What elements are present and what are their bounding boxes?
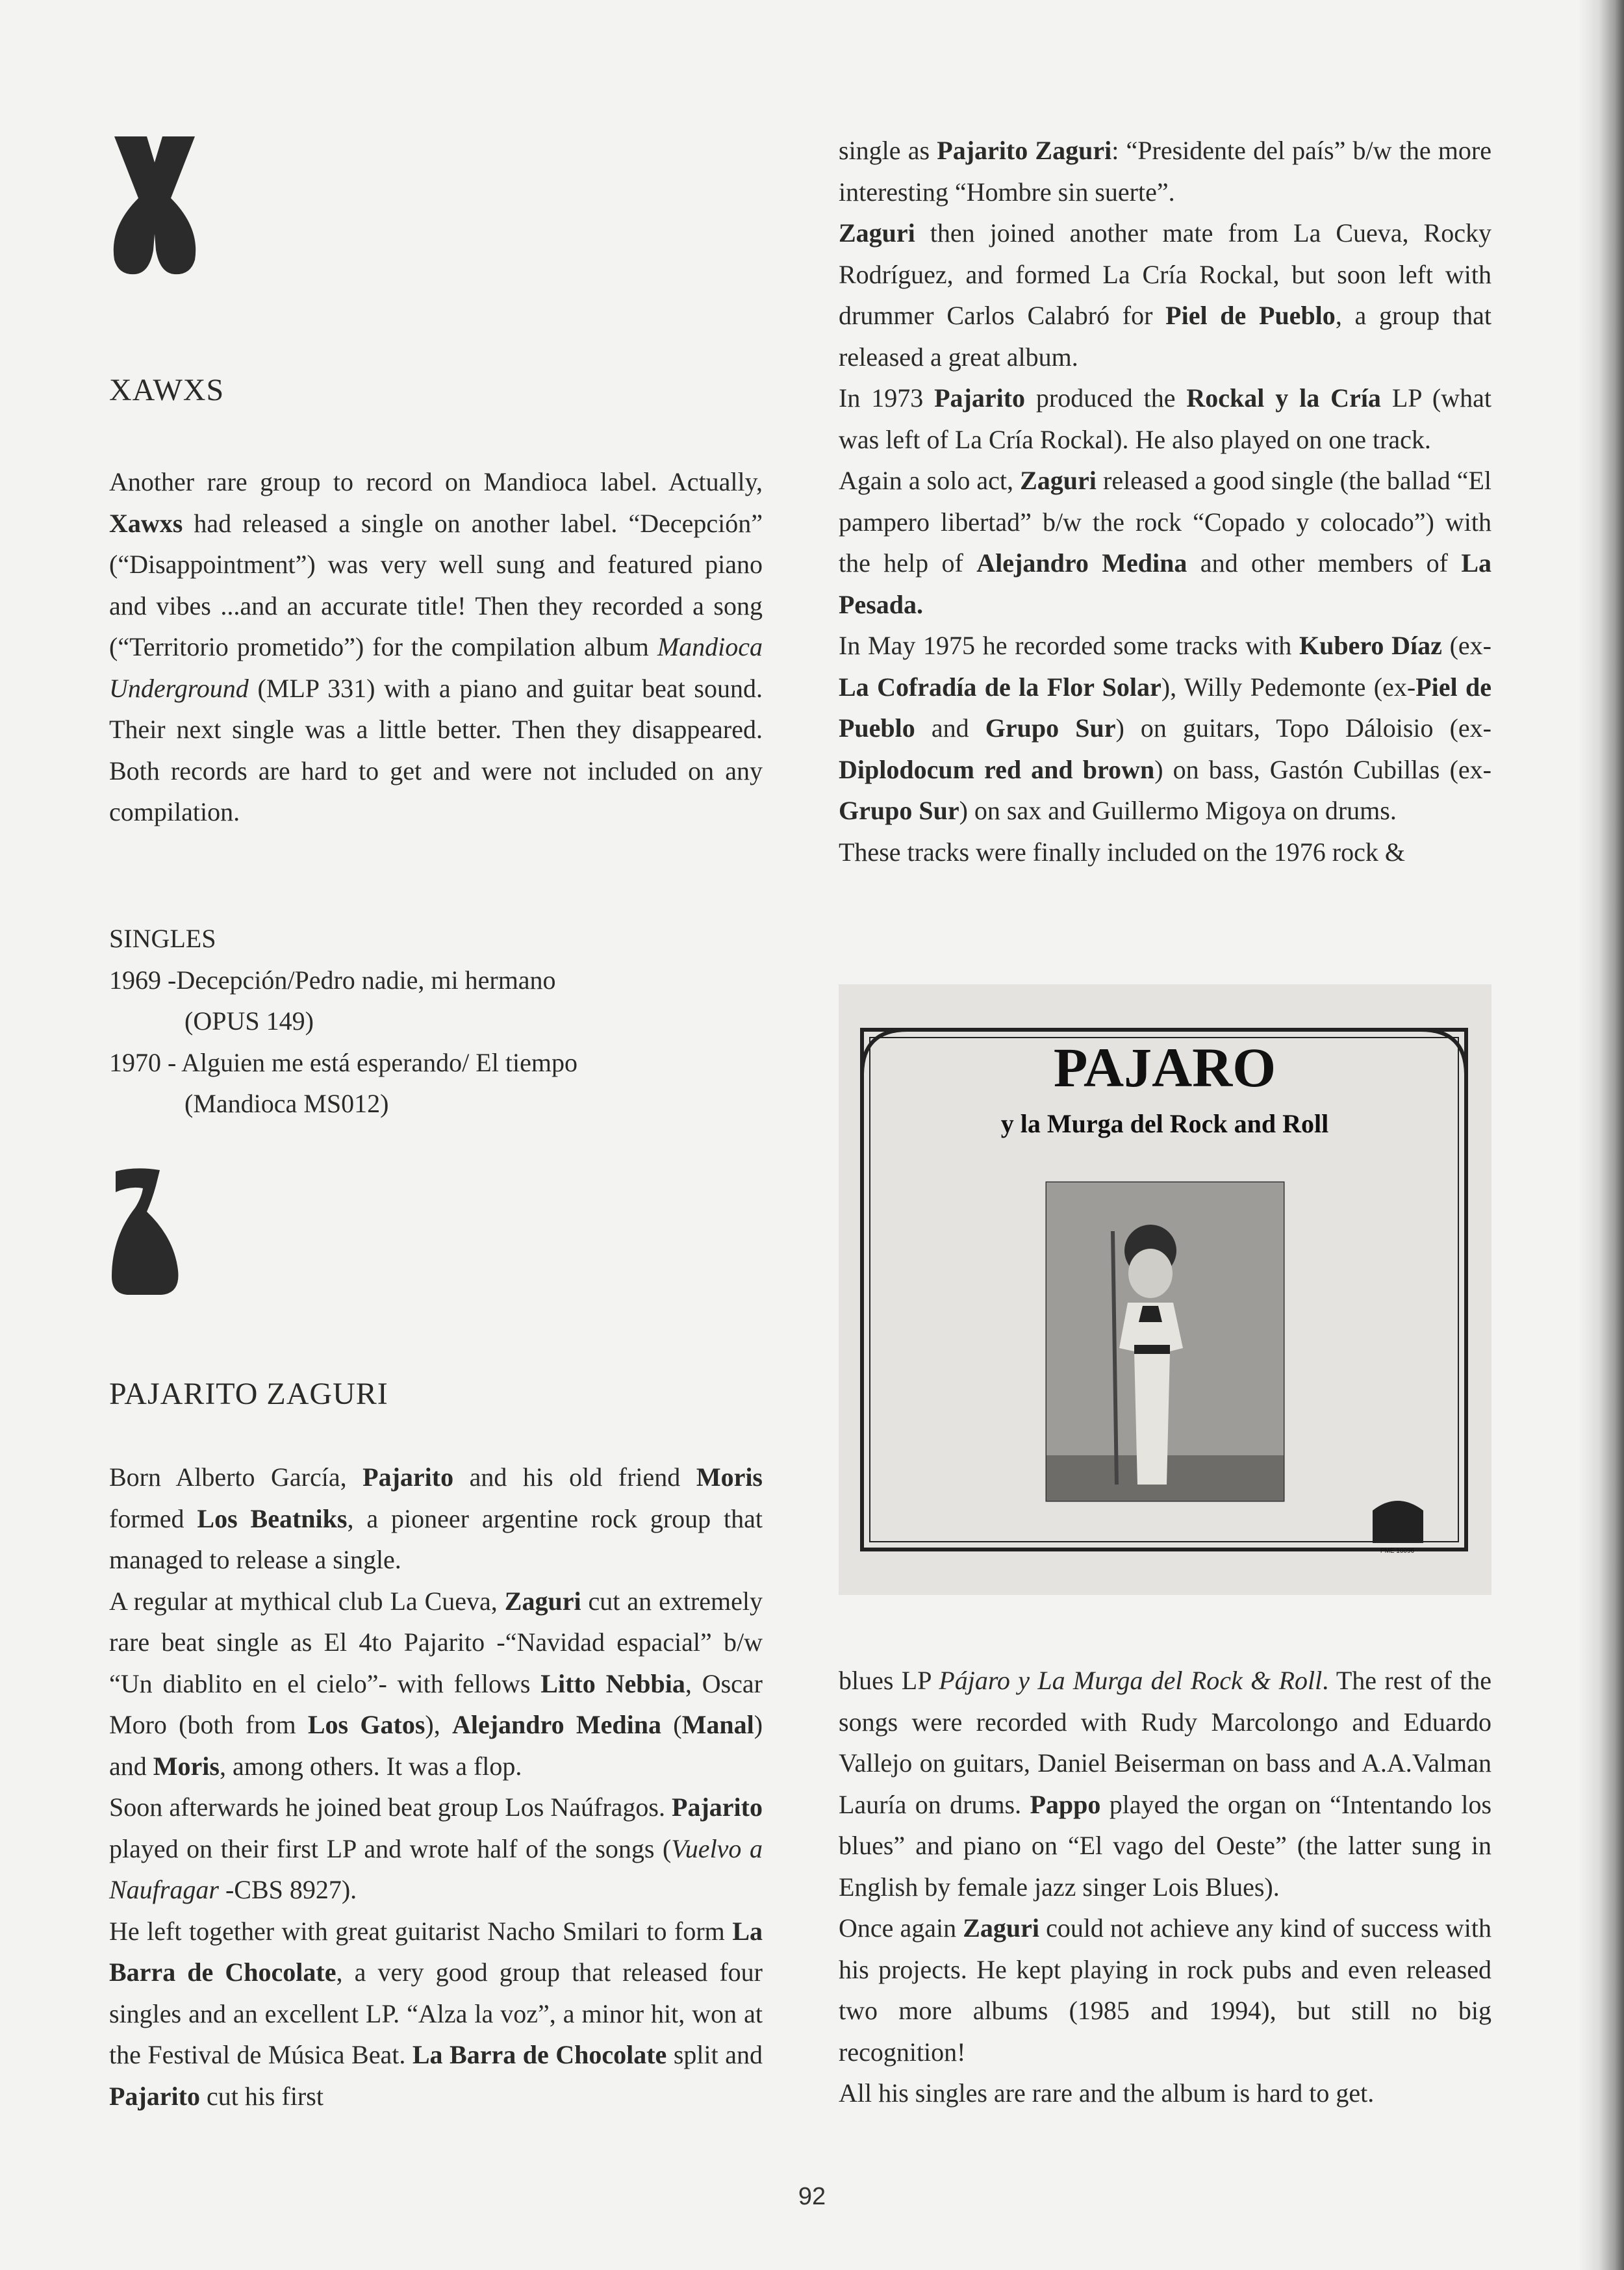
letter-x-ornament [109, 136, 200, 276]
paragraph: Again a solo act, Zaguri released a good single (the ballad “El pampero libertad” b/w the rock “Copado y colocado”) with the help of Alejandro Medina and other members of La Pesada. [839, 466, 1491, 619]
paragraph: All his singles are rare and the album is hard to get. [839, 2078, 1375, 2108]
paragraph: Another rare group to record on Mandioca label. Actually, Xawxs had released a single on another label. “Decepción” (“Disappointment”) was very well sung and featured piano and vibes ...and an accurate title! Then they recorded a song (“Territorio prometido”) for the compilation album Mandioca Underground (MLP 331) with a piano and guitar beat sound. Their next single was a little better. Then they disappeared. Both records are hard to get and were not included on any compilation. [109, 467, 763, 826]
paragraph: Zaguri then joined another mate from La Cueva, Rocky Rodríguez, and formed La Cría Rockal, but soon left with drummer Carlos Calabró for Piel de Pueblo, a group that released a great album. [839, 218, 1491, 372]
paragraph: Born Alberto García, Pajarito and his old friend Moris formed Los Beatniks, a pioneer argentine rock group that managed to release a single. [109, 1462, 763, 1574]
album-cover-art [839, 984, 1491, 1595]
album-catalog: PME 10096 [1380, 1548, 1415, 1555]
page-spine-shadow [1579, 0, 1624, 2270]
paragraph: He left together with great guitarist Nacho Smilari to form La Barra de Chocolate, a very good group that released four singles and an excellent LP. “Alza la voz”, a minor hit, won at the Festival de Música Beat. La Barra de Chocolate split and Pajarito cut his first [109, 1916, 763, 2111]
album-cover-image [839, 984, 1491, 1595]
paragraph: blues LP Pájaro y La Murga del Rock & Roll. The rest of the songs were recorded with Rudy Marcolongo and Eduardo Vallejo on guitars, Daniel Beiserman on bass and A.A.Valman Lauría on drums. Pappo played the organ on “Intentando los blues” and piano on “El vago del Oeste” (the latter sung in English by female jazz singer Lois Blues). [839, 1666, 1492, 1902]
paragraph: A regular at mythical club La Cueva, Zaguri cut an extremely rare beat single as El 4to Pajarito -“Navidad espacial” b/w “Un diablito en el cielo”- with fellows Litto Nebbia, Oscar Moro (both from Los Gatos), Alejandro Medina (Manal) and Moris, among others. It was a flop. [109, 1586, 763, 1781]
singles-label: SINGLES [109, 924, 216, 953]
section-heading-xawxs: XAWXS [109, 373, 225, 407]
paragraph: These tracks were finally included on the 1976 rock & [839, 837, 1405, 867]
single-entry: 1970 - Alguien me está esperando/ El tiempo [109, 1047, 577, 1077]
album-subtitle: y la Murga del Rock and Roll [1000, 1109, 1329, 1138]
paragraph: In May 1975 he recorded some tracks with Kubero Díaz (ex-La Cofradía de la Flor Solar), Willy Pedemonte (ex-Piel de Pueblo and Grupo Sur) on guitars, Topo Dáloisio (ex-Diplodocum red and brown) on bass, Gastón Cubillas (ex-Grupo Sur) on sax and Guillermo Migoya on drums. [839, 631, 1491, 825]
page-number: 92 [798, 2183, 826, 2210]
paragraph: Once again Zaguri could not achieve any kind of success with his projects. He kept playing in rock pubs and even released two more albums (1985 and 1994), but still no big recognition! [839, 1913, 1492, 2067]
section-heading-pajarito-zaguri: PAJARITO ZAGURI [109, 1377, 388, 1411]
single-entry: 1969 -Decepción/Pedro nadie, mi hermano [109, 965, 556, 995]
single-catalog: (Mandioca MS012) [184, 1089, 389, 1118]
album-title: PAJARO [1053, 1036, 1276, 1099]
letter-z-ornament [109, 1166, 182, 1296]
zaguri-body-left [109, 1457, 763, 2117]
xawxs-body [109, 461, 763, 833]
zaguri-body-right-bottom [839, 1660, 1491, 2114]
single-catalog: (OPUS 149) [184, 1006, 314, 1036]
xawxs-singles [109, 918, 763, 1125]
paragraph: single as Pajarito Zaguri: “Presidente del país” b/w the more interesting “Hombre sin suerte”. [839, 136, 1491, 207]
paragraph: In 1973 Pajarito produced the Rockal y la Cría LP (what was left of La Cría Rockal). He also played on one track. [839, 383, 1491, 454]
paragraph: Soon afterwards he joined beat group Los Naúfragos. Pajarito played on their first LP and wrote half of the songs (Vuelvo a Naufragar -CBS 8927). [109, 1792, 763, 1904]
zaguri-body-right-top [839, 130, 1491, 873]
